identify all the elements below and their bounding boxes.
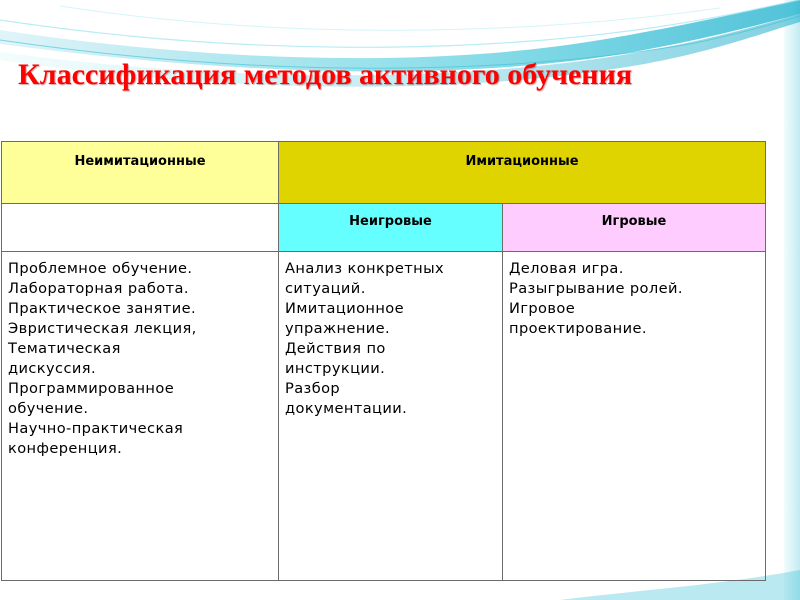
- method-line: Научно-практическая: [8, 420, 184, 437]
- method-line: Лабораторная работа.: [8, 280, 189, 297]
- method-line: Действия по: [285, 340, 386, 357]
- non-game-methods-cell: [279, 252, 503, 581]
- subheader-game-cell: [503, 204, 766, 252]
- method-line: Анализ конкретных: [285, 260, 445, 277]
- slide-title: Классификация методов активного обучения: [18, 58, 633, 91]
- subheader-non-game: Неигровые: [349, 214, 432, 229]
- wave-line-3: [60, 6, 720, 30]
- non-game-methods-list: [279, 252, 502, 419]
- subheader-game: Игровые: [601, 214, 667, 229]
- header-non-imitation-cell: [2, 142, 279, 204]
- game-methods-list: [503, 252, 765, 339]
- method-line: дискуссия.: [8, 360, 96, 377]
- classification-table: [1, 141, 766, 581]
- header-imitation: Имитационные: [465, 154, 579, 169]
- game-methods-cell: [503, 252, 766, 581]
- right-edge-band: [784, 0, 800, 600]
- method-line: Тематическая: [8, 340, 121, 357]
- empty-subheader-cell: [2, 204, 279, 252]
- method-line: проектирование.: [509, 320, 647, 337]
- non-imitation-methods-list: [2, 252, 278, 459]
- method-line: Деловая игра.: [509, 260, 624, 277]
- method-line: Практическое занятие.: [8, 300, 196, 317]
- method-line: обучение.: [8, 400, 89, 417]
- method-line: Разбор: [285, 380, 341, 397]
- method-line: Программированное: [8, 380, 175, 397]
- method-line: инструкции.: [285, 360, 386, 377]
- header-non-imitation: Неимитационные: [74, 154, 206, 169]
- method-line: упражнение.: [285, 320, 391, 337]
- method-line: Разыгрывание ролей.: [509, 280, 683, 297]
- header-imitation-cell: [279, 142, 766, 204]
- method-line: Проблемное обучение.: [8, 260, 193, 277]
- method-line: документации.: [285, 400, 408, 417]
- method-line: конференция.: [8, 440, 123, 457]
- method-line: Игровое: [509, 300, 576, 317]
- method-line: ситуаций.: [285, 280, 366, 297]
- subheader-non-game-cell: [279, 204, 503, 252]
- method-line: Имитационное: [285, 300, 404, 317]
- non-imitation-methods-cell: [2, 252, 279, 581]
- method-line: Эвристическая лекция,: [8, 320, 197, 337]
